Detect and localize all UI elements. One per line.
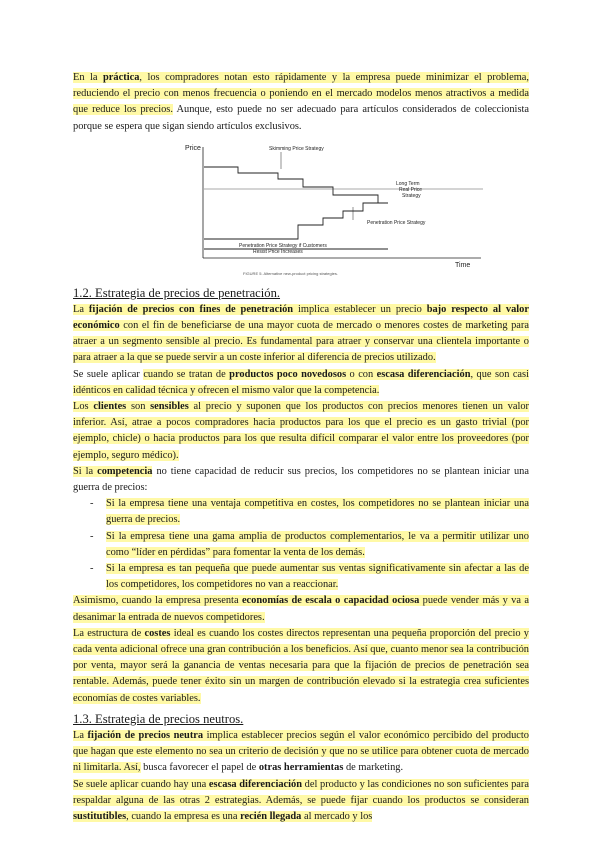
y-axis-label: Price [185,144,201,152]
section-1-2-title: 1.2. Estrategia de precios de penetración. [73,285,281,300]
section-1-2-p4: Si la competencia no tiene capacidad de reducir sus precios, los competidores no se plantean iniciar una guerra de precios: [73,465,529,494]
penetration-bottom-label-1: Penetration Price Strategy if Customers [239,242,327,249]
section-1-2-p2: Se suele aplicar cuando se tratan de productos poco novedosos o con escasa diferenciación, que son casi idénticos en calidad técnica y ofrecen el mismo valor que la competencia. [73,368,529,396]
list-item: - Si la empresa tiene una ventaja competitiva en costes, los competidores no se plantean iniciar una guerra de precios. [90,498,529,526]
skimming-label: Skimming Price Strategy [269,145,324,152]
long-term-label-1: Long Term [396,180,420,187]
list-item: - Si la empresa es tan pequeña que puede aumentar sus ventas significativamente sin afectar a las de los competidores, los competidores no van a reaccionar. [90,563,529,591]
pricing-strategy-figure [183,141,483,281]
competition-bullet-list [73,496,529,593]
penetration-price-line [204,203,388,239]
document-page [73,70,529,825]
pricing-strategy-diagram [183,141,483,281]
section-1-3-title: 1.3. Estrategia de precios neutros. [73,711,244,726]
skimming-price-line [204,167,388,203]
penetration-label: Penetration Price Strategy [367,219,426,226]
section-1-2-p6: La estructura de costes ideal es cuando los costes directos representan una pequeña proporción del precio y cada venta adicional ofrece una gran contribución a los beneficios. Así que, cuanto menor sea la contribución por venta, mayor será la ganancia de ventas necesaria para que la fijación de precios de penetración sea rentable. Además, puede tener éxito sin un margen de contribución elevado si la estrategia crea suficientes economías de costes variables. [73,627,529,704]
x-axis-label: Time [455,261,471,269]
section-1-2-p1: La fijación de precios con fines de penetración implica establecer un precio bajo respecto al valor económico con el fin de beneficiarse de una mayor cuota de mercado o menores costes de marketing para atraer a un segmento sensible al precio. Es fundamental para atraer y conservar una clientela importante o para atraer a la que se puede servir a un coste inferior al diferencia de precios utilizado. [73,303,529,364]
intro-paragraph: En la práctica, los compradores notan esto rápidamente y la empresa puede minimizar el problema, reduciendo el precio con menos frecuencia o poniendo en el mercado modelos menos atractivos a medida que reduce los precios. Aunque, esto puede no ser adecuado para artículos considerados de coleccionista porque se espera que sigan siendo artículos exclusivos. [73,72,529,132]
penetration-bottom-label-2: Resist Price Increases [253,248,303,255]
list-item: - Si la empresa tiene una gama amplia de productos complementarios, le va a permitir utilizar uno como “líder en pérdidas” para fomentar la venta de los demás. [90,530,529,558]
long-term-label-3: Strategy [402,192,421,199]
section-1-2-p5: Asimismo, cuando la empresa presenta economías de escala o capacidad ociosa puede vender más y va a desanimar la entrada de nuevos competidores. [73,595,529,623]
bold-practica: práctica [103,72,140,83]
section-1-2-p3: Los clientes son sensibles al precio y suponen que los productos con precios menores tienen un valor inferior. Así, atrae a pocos compradores hacia productos para los que el precio es un gasto trivial (por ejemplo, chicle) o hacia productos para los que resulta difícil comparar el valor entre los proveedores (por ejemplo, seguro médico). [73,401,529,461]
section-1-3-p1: La fijación de precios neutra implica establecer precios según el valor económico percibido del producto que hagan que este elemento no sea un criterio de decisión y que no se utilice para obtener cuota de mercado ni limitarla. Así, busca favorecer el papel de otras herramientas de marketing. [73,729,529,774]
long-term-label-2: Real Price [399,186,423,193]
figure-caption: FIGURE 5. Alternative new-product pricing strategies. [243,270,338,276]
section-1-3-p2: Se suele aplicar cuando hay una escasa diferenciación del producto y las condiciones no son suficientes para respaldar alguna de las otras 2 estrategias. Además, se puede fijar cuando los productos se consideran sustitutibles, cuando la empresa es una recién llegada al mercado y los [73,778,529,822]
